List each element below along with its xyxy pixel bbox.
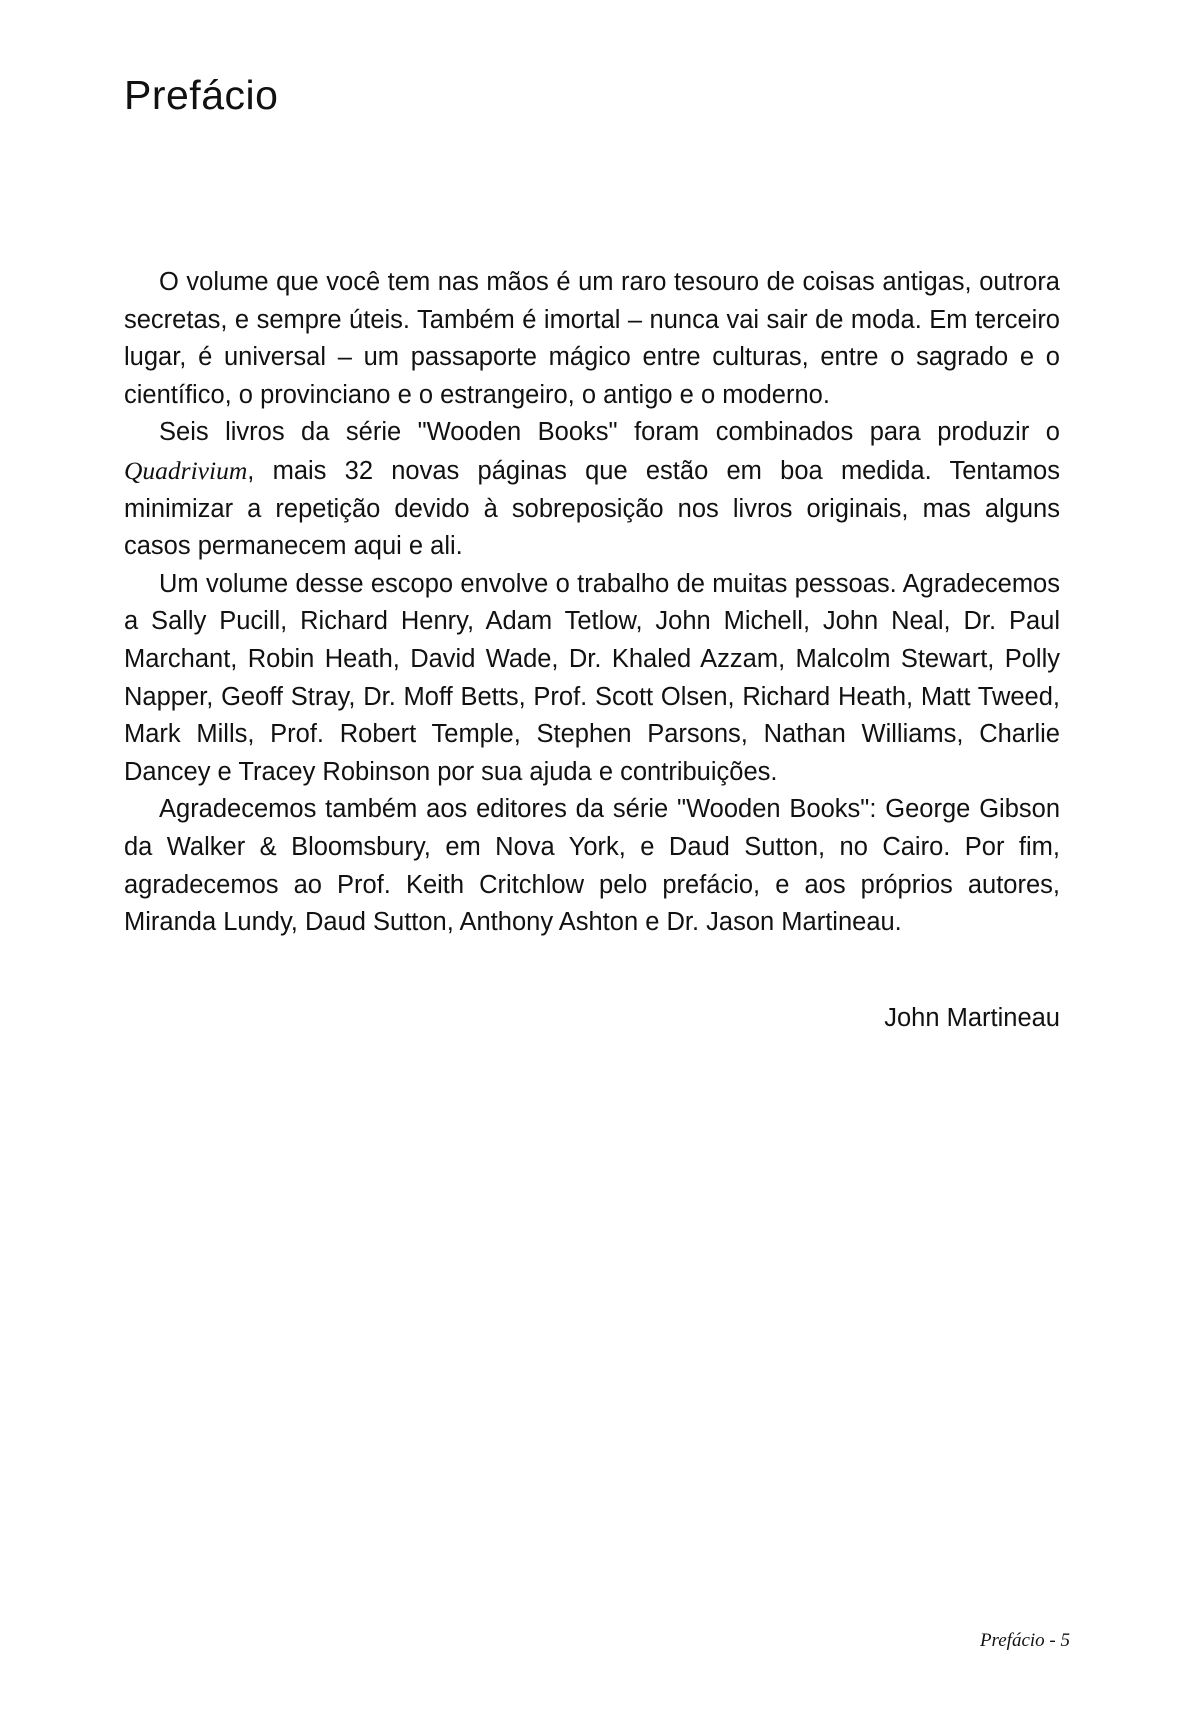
- paragraph-text: Um volume desse escopo envolve o trabalho de muitas pessoas. Agradecemos a Sally Pucill, Richard Henry, Adam Tetlow, John Michell, John Neal, Dr. Paul Marchant, Robin Heath, David Wade, Dr. Khaled Azzam, Malcolm Stewart, Polly Napper, Geoff Stray, Dr. Moff Betts, Prof. Scott Olsen, Richard Heath, Matt Tweed, Mark Mills, Prof. Robert Temple, Stephen Parsons, Nathan Williams, Charlie Dancey e Tracey Robinson por sua ajuda e contribuições.: [124, 569, 1060, 786]
- page-title: Prefácio: [124, 72, 279, 118]
- paragraph-2: [124, 414, 1060, 565]
- paragraph-1: [124, 264, 1060, 414]
- paragraph-text: , mais 32 novas páginas que estão em boa medida. Tentamos minimizar a repetição devido à sobreposição nos livros originais, mas alguns casos permanecem aqui e ali.: [124, 456, 1060, 561]
- paragraph-text: Seis livros da série "Wooden Books" foram combinados para produzir o: [159, 418, 1060, 447]
- preface-body: [124, 264, 1060, 942]
- paragraph-text: Agradecemos também aos editores da série "Wooden Books": George Gibson da Walker & Bloomsbury, em Nova York, e Daud Sutton, no Cairo. Por fim, agradecemos ao Prof. Keith Critchlow pelo prefácio, e aos próprios autores, Miranda Lundy, Daud Sutton, Anthony Ashton e Dr. Jason Martineau.: [124, 795, 1060, 937]
- book-title-quadrivium: Quadrivium: [124, 455, 248, 485]
- paragraph-3: [124, 566, 1060, 792]
- paragraph-4: [124, 791, 1060, 941]
- paragraph-text: O volume que você tem nas mãos é um raro tesouro de coisas antigas, outrora secretas, e sempre úteis. Também é imortal – nunca vai sair de moda. Em terceiro lugar, é universal – um passaporte mágico entre culturas, entre o sagrado e o científico, o provinciano e o estrangeiro, o antigo e o moderno.: [124, 268, 1060, 409]
- page-footer: Prefácio - 5: [979, 1630, 1070, 1651]
- author-signature: John Martineau: [884, 1004, 1060, 1032]
